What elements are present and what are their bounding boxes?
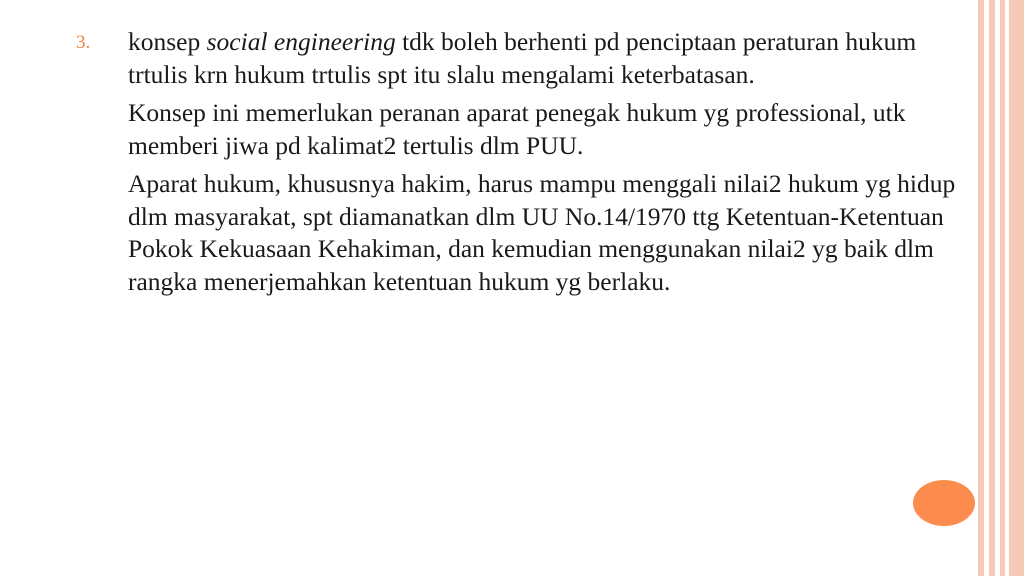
emphasis-term: social engineering (206, 27, 396, 56)
decorative-circle (913, 480, 975, 526)
paragraph-aparat-hukum: Aparat hukum, khususnya hakim, harus mampu menggali nilai2 hukum yg hidup dlm masyarakat, spt diamanatkan dlm UU No.14/1970 ttg Ketentuan-Ketentuan Pokok Kekuasaan Kehakiman, dan kemudian menggunakan nilai2 yg baik dlm rangka menerjemahkan ketentuan hukum yg berlaku. (128, 169, 956, 296)
decorative-stripe (1009, 0, 1024, 576)
decorative-stripe (1000, 0, 1005, 576)
slide-content (76, 26, 976, 298)
decorative-stripe (989, 0, 995, 576)
paragraph-social-engineering (128, 26, 968, 91)
list-number: 3. (76, 32, 91, 53)
paragraph-rest: tdk boleh berhenti pd penciptaan peraturan hukum trtulis krn hukum trtulis spt itu slalu mengalami keterbatasan. (128, 27, 917, 89)
paragraph-prefix: konsep (128, 27, 207, 56)
paragraph-konsep: Konsep ini memerlukan peranan aparat penegak hukum yg professional, utk memberi jiwa pd kalimat2 tertulis dlm PUU. (128, 98, 906, 160)
decorative-stripe (978, 0, 984, 576)
